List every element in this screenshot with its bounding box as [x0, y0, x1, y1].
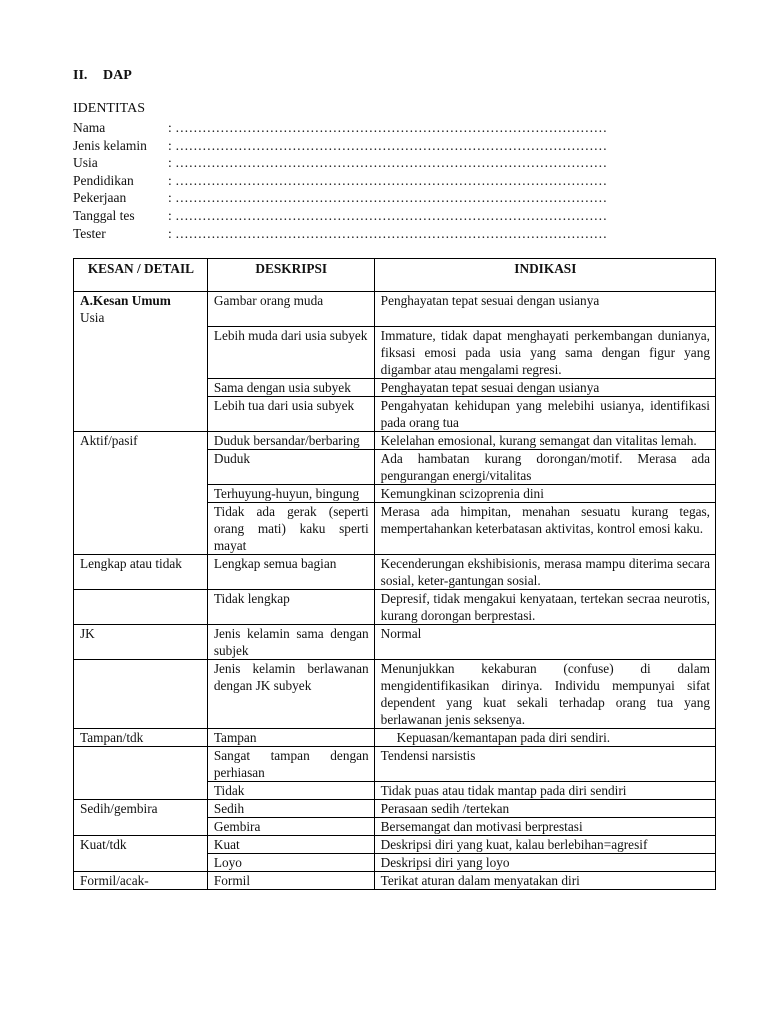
table-row	[74, 746, 716, 781]
field-pendidikan	[73, 172, 673, 190]
kesan-detail-cell	[74, 396, 208, 431]
deskripsi-cell: Gambar orang muda	[207, 292, 374, 327]
field-dots: : ……………………………………………………………………………………	[168, 172, 608, 188]
indikasi-cell: Penghayatan tepat sesuai dengan usianya	[374, 292, 715, 327]
table-row	[74, 799, 716, 817]
indikasi-cell: Menunjukkan kekaburan (confuse) di dalam mengidentifikasikan dirinya. Individu mempunyai sifat dependent yang kuat sekali terhadap orang tua yang berlawanan jenis seksenya.	[374, 659, 715, 728]
deskripsi-cell: Sangat tampan dengan perhiasan	[207, 746, 374, 781]
kesan-detail-text: JK	[80, 625, 95, 641]
deskripsi-cell: Duduk	[207, 449, 374, 484]
indikasi-cell: Deskripsi diri yang kuat, kalau berlebihan=agresif	[374, 835, 715, 853]
table-header-row	[74, 259, 716, 292]
table-row	[74, 378, 716, 396]
table-row	[74, 659, 716, 728]
field-tester	[73, 225, 673, 243]
indikasi-cell: Kecenderungan ekshibisionis, merasa mampu diterima secara sosial, keter-gantungan sosial.	[374, 554, 715, 589]
deskripsi-cell: Terhuyung-huyun, bingung	[207, 484, 374, 502]
field-usia	[73, 154, 673, 172]
indikasi-cell: Tidak puas atau tidak mantap pada diri sendiri	[374, 781, 715, 799]
deskripsi-cell: Formil	[207, 871, 374, 889]
table-row	[74, 817, 716, 835]
kesan-detail-text: Tampan/tdk	[80, 729, 144, 745]
deskripsi-cell: Gembira	[207, 817, 374, 835]
deskripsi-cell: Lebih muda dari usia subyek	[207, 326, 374, 378]
kesan-detail-cell	[74, 871, 208, 889]
field-dots: : ……………………………………………………………………………………	[168, 120, 608, 135]
field-dots: : ……………………………………………………………………………………	[168, 190, 608, 206]
indikasi-cell: Bersemangat dan motivasi berprestasi	[374, 817, 715, 835]
table-row	[74, 502, 716, 554]
field-dots: : ……………………………………………………………………………………	[168, 155, 608, 171]
field-tanggal-tes	[73, 207, 673, 225]
deskripsi-cell: Sama dengan usia subyek	[207, 378, 374, 396]
kesan-detail-cell	[74, 449, 208, 484]
kesan-detail-cell	[74, 502, 208, 554]
field-dots: : ……………………………………………………………………………………	[168, 137, 608, 153]
field-pekerjaan	[73, 189, 673, 207]
table-row	[74, 292, 716, 327]
indikasi-cell: Tendensi narsistis	[374, 746, 715, 781]
table-row	[74, 853, 716, 871]
table-row	[74, 554, 716, 589]
field-label: Pendidikan	[73, 172, 134, 188]
section-heading	[73, 68, 132, 84]
kesan-detail-text: Sedih/gembira	[80, 800, 158, 816]
indikasi-cell: Immature, tidak dapat menghayati perkembangan dunianya, fiksasi emosi pada usia yang sama dengan figur yang digambar atau mengalami regresi.	[374, 326, 715, 378]
field-label: Tester	[73, 225, 106, 241]
field-label: Tanggal tes	[73, 207, 135, 223]
kesan-detail-subtext: Usia	[80, 310, 105, 325]
field-label: Jenis kelamin	[73, 137, 147, 153]
kesan-detail-cell	[74, 728, 208, 746]
kesan-detail-cell	[74, 817, 208, 835]
identitas-fields	[73, 119, 673, 242]
header-deskripsi: DESKRIPSI	[207, 259, 374, 292]
kesan-detail-cell	[74, 853, 208, 871]
kesan-detail-cell	[74, 431, 208, 449]
deskripsi-cell: Jenis kelamin sama dengan subjek	[207, 624, 374, 659]
kesan-detail-cell	[74, 484, 208, 502]
kesan-detail-cell	[74, 624, 208, 659]
table-row	[74, 624, 716, 659]
indikasi-cell: Kelelahan emosional, kurang semangat dan vitalitas lemah.	[374, 431, 715, 449]
kesan-detail-cell	[74, 659, 208, 728]
deskripsi-cell: Loyo	[207, 853, 374, 871]
table-row	[74, 871, 716, 889]
deskripsi-cell: Lebih tua dari usia subyek	[207, 396, 374, 431]
indikasi-cell: Merasa ada himpitan, menahan sesuatu kurang tegas, mempertahankan keterbatasan aktivitas, kontrol emosi kaku.	[374, 502, 715, 554]
indikasi-cell: Kemungkinan scizoprenia dini	[374, 484, 715, 502]
kesan-detail-cell	[74, 781, 208, 799]
field-label: Nama	[73, 120, 106, 135]
indikasi-cell: Depresif, tidak mengakui kenyataan, tertekan secraa neurotis, kurang dorongan berprestasi.	[374, 589, 715, 624]
deskripsi-cell: Sedih	[207, 799, 374, 817]
dap-table	[73, 258, 716, 890]
section-number: II.	[73, 68, 88, 83]
kesan-detail-text: Kuat/tdk	[80, 836, 127, 852]
field-jenis-kelamin	[73, 137, 673, 155]
section-title: DAP	[103, 68, 132, 83]
kesan-detail-text: Lengkap atau tidak	[80, 555, 182, 571]
deskripsi-cell: Tidak lengkap	[207, 589, 374, 624]
kesan-detail-cell	[74, 554, 208, 589]
deskripsi-cell: Kuat	[207, 835, 374, 853]
field-dots: : ……………………………………………………………………………………	[168, 225, 608, 241]
kesan-detail-text: Aktif/pasif	[80, 432, 138, 448]
kesan-detail-text: Formil/acak-	[80, 872, 149, 888]
indikasi-cell: Terikat aturan dalam menyatakan diri	[374, 871, 715, 889]
indikasi-cell: Deskripsi diri yang loyo	[374, 853, 715, 871]
table-row	[74, 728, 716, 746]
kesan-detail-cell	[74, 746, 208, 781]
indikasi-cell: Normal	[374, 624, 715, 659]
header-indikasi: INDIKASI	[374, 259, 715, 292]
field-label: Pekerjaan	[73, 190, 127, 206]
kesan-detail-cell	[74, 835, 208, 853]
deskripsi-cell: Tidak ada gerak (seperti orang mati) kaku sperti mayat	[207, 502, 374, 554]
identitas-title: IDENTITAS	[73, 101, 145, 116]
deskripsi-cell: Tidak	[207, 781, 374, 799]
header-kesan-detail: KESAN / DETAIL	[74, 259, 208, 292]
deskripsi-cell: Lengkap semua bagian	[207, 554, 374, 589]
table-row	[74, 835, 716, 853]
table-row	[74, 484, 716, 502]
indikasi-cell: Kepuasan/kemantapan pada diri sendiri.	[374, 728, 715, 746]
table-row	[74, 396, 716, 431]
kesan-detail-cell	[74, 799, 208, 817]
indikasi-cell: Perasaan sedih /tertekan	[374, 799, 715, 817]
table-row	[74, 326, 716, 378]
indikasi-cell: Ada hambatan kurang dorongan/motif. Merasa ada pengurangan energi/vitalitas	[374, 449, 715, 484]
kesan-detail-cell	[74, 378, 208, 396]
field-label: Usia	[73, 155, 98, 171]
table-row	[74, 431, 716, 449]
kesan-detail-cell	[74, 589, 208, 624]
table-row	[74, 449, 716, 484]
indikasi-cell: Pengahyatan kehidupan yang melebihi usianya, identifikasi pada orang tua	[374, 396, 715, 431]
kesan-detail-cell	[74, 326, 208, 378]
kesan-detail-text: A.Kesan Umum	[80, 293, 171, 308]
deskripsi-cell: Duduk bersandar/berbaring	[207, 431, 374, 449]
kesan-detail-cell	[74, 292, 208, 327]
indikasi-cell: Penghayatan tepat sesuai dengan usianya	[374, 378, 715, 396]
deskripsi-cell: Jenis kelamin berlawanan dengan JK subyek	[207, 659, 374, 728]
field-dots: : ……………………………………………………………………………………	[168, 207, 608, 223]
deskripsi-cell: Tampan	[207, 728, 374, 746]
table-row	[74, 589, 716, 624]
field-nama	[73, 119, 673, 137]
table-row	[74, 781, 716, 799]
